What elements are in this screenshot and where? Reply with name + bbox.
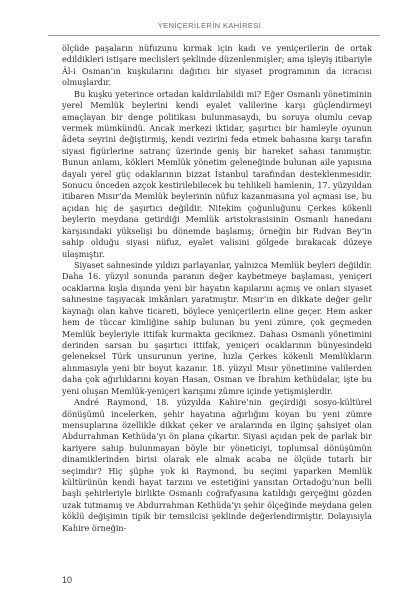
body-text	[62, 43, 372, 534]
header-rule	[48, 35, 380, 36]
paragraph-2: Bu kuşku yeterince ortadan kaldırılabildi mi? Eğer Osmanlı yönetiminin yerel Memlük beylerini kendi eyalet valilerine karşı güçlendirmeyi amaçlayan bir denge politikası bulunmasaydı, bu soruya olumlu cevap vermek mümkündü. Ancak merkezi iktidar, şaşırtıcı bir hamleyle oyunun âdeta seyrini değiştirmiş, kendi vezirini feda etmek bahasına karşı tarafın siyasi figürlerine satranç üzerinde geniş bir hareket sahası tanımıştır. Bunun anlamı, kökleri Memlük yönetim geleneğinde bulunan aile yapısına dayalı yerel güç odaklarının bizzat İstanbul tarafından desteklenmesidir. Sonucu önceden azçok kestirilebilecek bu tehlikeli hamlenin, 17. yüzyıldan itibaren Mısır’da Memlük beylerinin nüfuz kazanmasına yol açması ise, bu açıdan hiç de şaşırtıcı değildir. Nitekim çoğunluğunu Çerkes kökenli beylerin meydana getirdiği Memlük aristokrasisinin Osmanlı hanedanı karşısındaki yükselişi bu dönemde başlamış; örneğin bir Rıdvan Bey’in sahip olduğu siyasi nüfuz, eyalet valisini gölgede bırakacak düzeye ulaşmıştır.	[62, 88, 372, 259]
paragraph-3: Siyaset sahnesinde yıldızı parlayanlar, yalnızca Memlük beyleri değildir. Daha 16. yüzyıl sonunda paranın değer kaybetmeye başlaması, yeniçeri ocaklarına kışla dışında yeni bir hayatın kapılarını açmış ve onları siyaset sahnesine taşıyacak imkânları yaratmıştır. Mısır’ın en dikkate değer gelir kaynağı olan kahve ticareti, böylece yeniçerilerin eline geçer. Hem asker hem de tüccar kimliğine sahip bulunan bu yeni zümre, çok geçmeden Memlük beyleriyle ittifak kurmakta gecikmez. Dahası Osmanlı yönetimini derinden sarsan bu şaşırtıcı ittifak, yeniçeri ocaklarının bünyesindeki geleneksel Türk unsurunun yerine, hızla Çerkes kökenli Memlükların alınmasıyla yeni bir boyut kazanır. 18. yüzyıl Mısır yönetimine valilerden daha çok ağırlıklarını koyan Hasan, Osman ve İbrahim kethüdalar, işte bu yeni oluşan Memlük-yeniçeri karışımı zümre içinde yetişmişlerdir.	[62, 260, 372, 396]
page-number: 10	[62, 575, 73, 585]
running-header: YENİÇERİLERİN KAHİRESİ	[157, 21, 262, 30]
paragraph-1: ölçüde paşaların nüfuzunu kırmak için kadı ve yeniçerilerin de ortak edildikleri istişare meclisleri şeklinde düzenlenmişler; ama işleyiş itibariyle Âl-i Osman’ın kuşkularını dağıtıcı bir siyaset programının da icracısı olmuşlardır.	[62, 43, 372, 88]
paragraph-4: André Raymond, 18. yüzyılda Kahire’nin geçirdiği sosyo-kültürel dönüşümü incelerken, şehir hayatına ağırlığını koyan bu yeni zümre mensuplarına özellikle dikkat çeker ve aralarında en ilginç şahsiyet olan Abdurrahman Kethüda’yı ön plana çıkartır. Siyasi açıdan pek de parlak bir kariyere sahip bulunmayan böyle bir yöneticiyi, toplumsal dönüşümün dinamiklerinden birisi olarak ele almak acaba ne ölçüde tutarlı bir seçimdir? Hiç şüphe yok ki Raymond, bu seçimi yaparken Memlük kültürünün kendi hayat tarzını ve estetiğini yansıtan Ortadoğu’nun belli başlı şehirleriyle birlikte Osmanlı coğrafyasına katıldığı gerçeğini gözden uzak tutmamış ve Abdurrahman Kethüda’yı şehir ölçeğinde meydana gelen köklü değişimin tipik bir temsilcisi şeklinde değerlendirmiştir. Dolayısıyla Kahire örneğin-	[62, 397, 372, 533]
